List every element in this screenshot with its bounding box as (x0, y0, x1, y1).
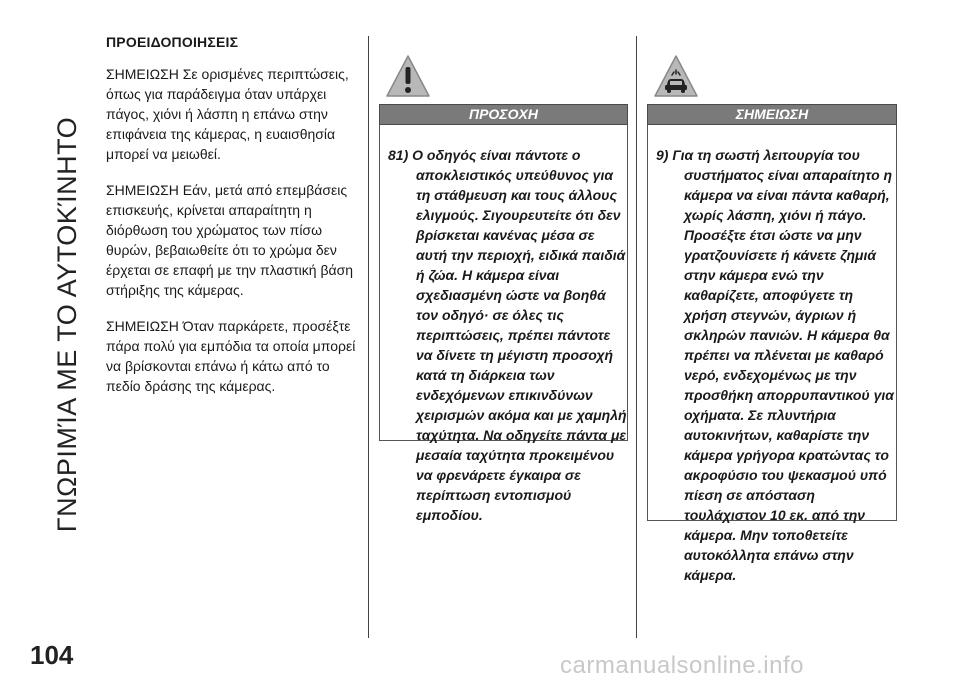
note-text: 9) Για τη σωστή λειτουργία του συστήματος είναι απαραίτητο η κάμερα να είναι πάντα καθαρή, χωρίς λάσπη, χιόνι ή πάγο. Προσέξτε έτσι ώστε να μην γρατζουνίσετε ή κάνετε ζημιά στην κάμερα ενώ την καθαρίζετε, αποφύγετε τη χρήση στεγνών, άγριων ή σκληρών πανιών. Η κάμερα θα πρέπει να πλένεται με καθαρό νερό, ενδεχομένως με την προσθήκη απορρυπαντικού για οχήματα. Σε πλυντήρια αυτοκινήτων, καθαρίστε την κάμερα γρήγορα κρατώντας το ακροφύσιο του ψεκασμού υπό πίεση σε απόσταση τουλάχιστον 10 εκ. από την κάμερα. Μην τοποθετείτε αυτοκόλλητα επάνω στην κάμερα. (656, 147, 894, 583)
warning-title-bar: ΠΡΟΣΟΧΗ (379, 104, 628, 125)
warning-triangle-icon (384, 52, 432, 100)
note-title-bar: ΣΗΜΕΙΩΣΗ (647, 104, 897, 125)
warning-text: 81) Ο οδηγός είναι πάντοτε ο αποκλειστικός υπεύθυνος για τη στάθμευση και τους άλλους ελιγμούς. Σιγουρευτείτε ότι δεν βρίσκεται κανένας μέσα σε αυτή την περιοχή, ειδικά παιδιά ή ζώα. Η κάμερα είναι σχεδιασμένη ώστε να βοηθά τον οδηγό· σε όλες τις περιπτώσεις, πρέπει πάντοτε να δίνετε τη μέγιστη προσοχή κατά τη διάρκεια των ενδεχόμενων επικινδύνων χειρισμών ακόμα και με χαμηλή ταχύτητα. Να οδηγείτε πάντα με μεσαία ταχύτητα προκειμένου να φρενάρετε έγκαιρα σε περίπτωση εντοπισμού εμποδίου. (388, 147, 627, 523)
warning-box (379, 125, 628, 523)
note-paragraph-2: ΣΗΜΕΙΩΣΗ Εάν, μετά από επεμβάσεις επισκευής, κρίνεται απαραίτητη η διόρθωση του χρώματος των πίσω θυρών, βεβαιωθείτε ότι το χρώμα δεν έρχεται σε επαφή με την πλαστική βάση στήριξης της κάμερας. (106, 182, 354, 298)
warnings-heading: ΠΡΟΕΙΔΟΠΟΙΗΣΕΙΣ (106, 34, 239, 50)
side-chapter-title-text: ΓΝΩΡΙΜΊΑ ΜΕ ΤΟ ΑΥΤΟΚΊΝΗΤΟ (52, 116, 83, 532)
warnings-column (106, 34, 356, 412)
side-chapter-title (48, 26, 88, 622)
note-paragraph-1: ΣΗΜΕΙΩΣΗ Σε ορισμένες περιπτώσεις, όπως για παράδειγμα όταν υπάρχει πάγος, χιόνι ή λάσπη η επάνω στην επιφάνεια της κάμερας, η ευαισθησία μπορεί να μειωθεί. (106, 66, 349, 162)
column-divider-2 (636, 36, 637, 638)
note-box (647, 125, 897, 583)
column-divider-1 (368, 36, 369, 638)
note-paragraph-3: ΣΗΜΕΙΩΣΗ Όταν παρκάρετε, προσέξτε πάρα πολύ για εμπόδια τα οποία μπορεί να βρίσκονται επάνω ή κάτω από το πεδίο δράσης της κάμερας. (106, 318, 356, 394)
car-in-triangle-icon (652, 52, 700, 100)
watermark: carmanualsonline.info (560, 652, 804, 679)
page-number: 104 (30, 640, 74, 670)
